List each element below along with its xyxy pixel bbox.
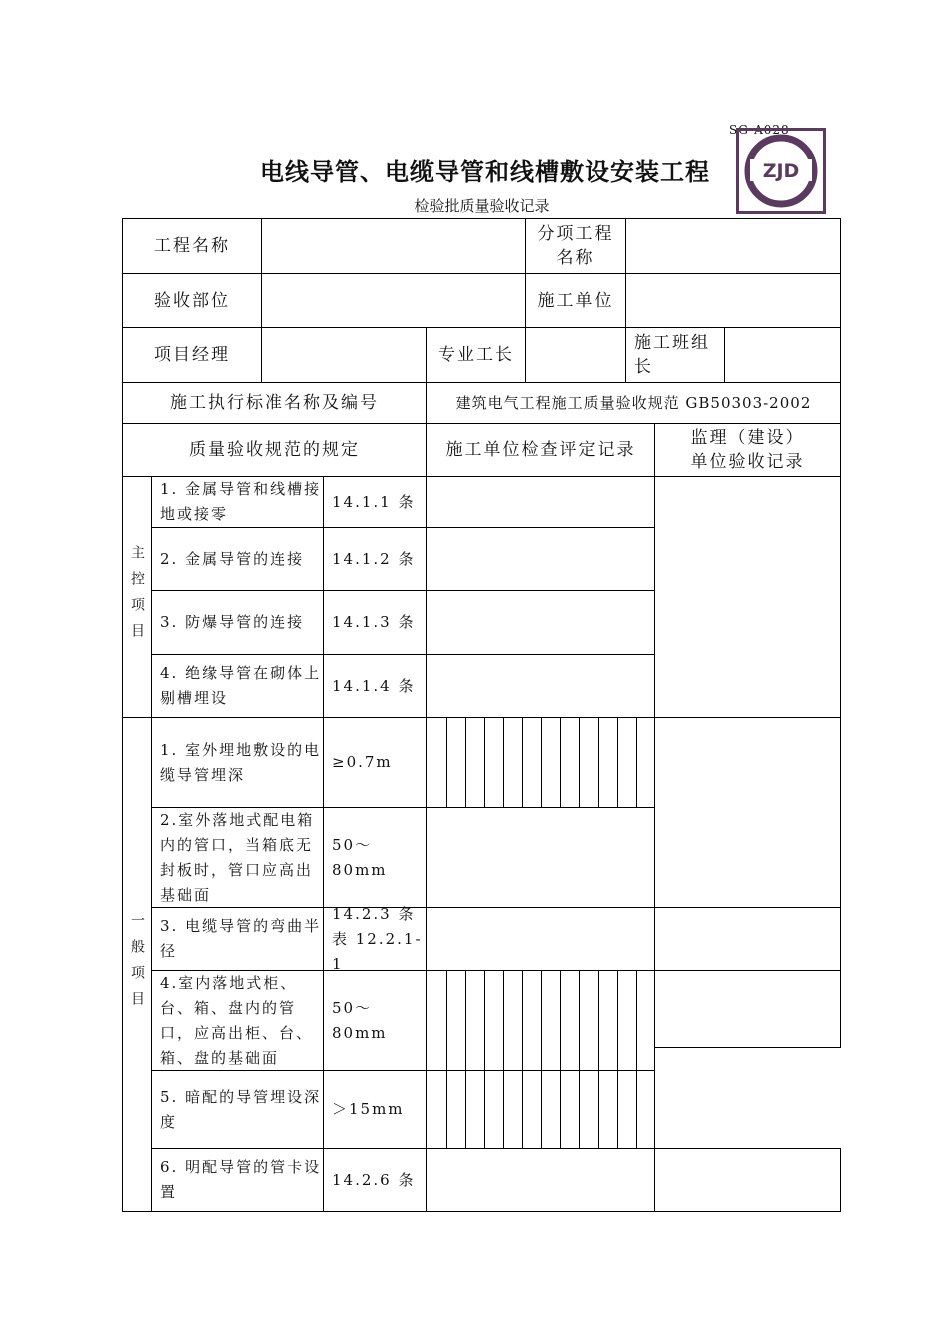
- grid-subcolumn-line: [617, 717, 618, 807]
- grid-subcolumn-line: [636, 970, 637, 1070]
- supervision-column-header: 监理（建设）单位验收记录: [654, 423, 841, 477]
- grid-subcolumn-line: [522, 970, 523, 1070]
- form-title: 电线导管、电缆导管和线槽敷设安装工程: [260, 158, 710, 186]
- grid-subcolumn-line: [503, 717, 504, 807]
- general-item: 6. 明配导管的管卡设置: [151, 1148, 324, 1212]
- main-control-check[interactable]: [426, 476, 655, 528]
- general-ref: 14.2.3 条 表 12.2.1-1: [323, 907, 427, 971]
- sub-project-label: 分项工程名称: [525, 218, 626, 274]
- general-check-grid[interactable]: [426, 807, 655, 908]
- main-control-check[interactable]: [426, 590, 655, 655]
- grid-subcolumn-line: [503, 1070, 504, 1148]
- grid-subcolumn-line: [522, 1070, 523, 1148]
- grid-subcolumn-line: [446, 970, 447, 1070]
- main-control-supervision[interactable]: [654, 476, 841, 718]
- general-ref: 50～80mm: [323, 807, 427, 908]
- general-ref: ≥0.7m: [323, 717, 427, 808]
- grid-subcolumn-line: [446, 1070, 447, 1148]
- grid-subcolumn-line: [503, 970, 504, 1070]
- general-item: 4.室内落地式柜、台、箱、盘内的管口，应高出柜、台、箱、盘的基础面: [151, 970, 324, 1071]
- foreman-label: 专业工长: [426, 327, 526, 383]
- supervision-right-border: [654, 717, 655, 1212]
- grid-subcolumn-line: [522, 717, 523, 807]
- foreman-field[interactable]: [525, 327, 626, 383]
- general-check[interactable]: [426, 907, 655, 971]
- grid-subcolumn-line: [465, 1070, 466, 1148]
- project-name-field[interactable]: [261, 218, 526, 274]
- general-item: 3. 电缆导管的弯曲半径: [151, 907, 324, 971]
- main-control-ref: 14.1.1 条: [323, 476, 427, 528]
- project-name-label: 工程名称: [122, 218, 262, 274]
- grid-subcolumn-line: [560, 970, 561, 1070]
- grid-subcolumn-line: [465, 970, 466, 1070]
- construction-unit-field[interactable]: [625, 273, 841, 328]
- team-leader-field[interactable]: [724, 327, 841, 383]
- main-control-item: 4. 绝缘导管在砌体上剔槽埋设: [151, 654, 324, 718]
- grid-subcolumn-line: [598, 1070, 599, 1148]
- standard-label: 施工执行标准名称及编号: [122, 382, 427, 424]
- grid-subcolumn-line: [560, 1070, 561, 1148]
- general-item: 1. 室外埋地敷设的电缆导管埋深: [151, 717, 324, 808]
- main-control-check[interactable]: [426, 654, 655, 718]
- main-control-item: 3. 防爆导管的连接: [151, 590, 324, 655]
- main-control-item: 2. 金属导管的连接: [151, 527, 324, 591]
- grid-subcolumn-line: [579, 717, 580, 807]
- form-code: SG-A028: [729, 123, 790, 137]
- grid-subcolumn-line: [598, 717, 599, 807]
- general-check[interactable]: [426, 1148, 655, 1212]
- supervision-right-border: [840, 717, 841, 1048]
- general-ref: ＞15mm: [323, 1070, 427, 1149]
- grid-subcolumn-line: [484, 1070, 485, 1148]
- grid-subcolumn-line: [617, 970, 618, 1070]
- team-leader-label: 施工班组长: [625, 327, 725, 383]
- main-control-item: 1. 金属导管和线槽接地或接零: [151, 476, 324, 528]
- grid-subcolumn-line: [541, 1070, 542, 1148]
- project-manager-label: 项目经理: [122, 327, 262, 383]
- spec-column-header: 质量验收规范的规定: [122, 423, 427, 477]
- grid-subcolumn-line: [636, 1070, 637, 1148]
- main-control-label: 主控项目: [122, 476, 152, 718]
- general-supervision[interactable]: [654, 907, 841, 971]
- grid-subcolumn-line: [617, 1070, 618, 1148]
- grid-subcolumn-line: [465, 717, 466, 807]
- svg-text:ZJD: ZJD: [762, 160, 800, 182]
- grid-subcolumn-line: [579, 1070, 580, 1148]
- grid-subcolumn-line: [541, 970, 542, 1070]
- main-control-ref: 14.1.2 条: [323, 527, 427, 591]
- acceptance-part-field[interactable]: [261, 273, 526, 328]
- main-control-ref: 14.1.3 条: [323, 590, 427, 655]
- general-ref: 50～80mm: [323, 970, 427, 1071]
- general-item: 5. 暗配的导管埋设深度: [151, 1070, 324, 1149]
- acceptance-part-label: 验收部位: [122, 273, 262, 328]
- standard-value: 建筑电气工程施工质量验收规范 GB50303-2002: [426, 382, 841, 424]
- main-control-check[interactable]: [426, 527, 655, 591]
- check-column-header: 施工单位检查评定记录: [426, 423, 655, 477]
- grid-subcolumn-line: [636, 717, 637, 807]
- grid-subcolumn-line: [579, 970, 580, 1070]
- grid-subcolumn-line: [560, 717, 561, 807]
- grid-subcolumn-line: [484, 970, 485, 1070]
- general-item: 2.室外落地式配电箱内的管口，当箱底无封板时，管口应高出基础面: [151, 807, 324, 908]
- grid-subcolumn-line: [541, 717, 542, 807]
- form-subtitle: 检验批质量验收记录: [414, 197, 550, 215]
- general-label: 一般项目: [122, 717, 152, 1212]
- grid-subcolumn-line: [598, 970, 599, 1070]
- project-manager-field[interactable]: [261, 327, 427, 383]
- grid-subcolumn-line: [446, 717, 447, 807]
- construction-unit-label: 施工单位: [525, 273, 626, 328]
- general-ref: 14.2.6 条: [323, 1148, 427, 1212]
- sub-project-field[interactable]: [625, 218, 841, 274]
- supervision-divider: [654, 1047, 841, 1048]
- main-control-ref: 14.1.4 条: [323, 654, 427, 718]
- grid-subcolumn-line: [484, 717, 485, 807]
- general-supervision[interactable]: [654, 1148, 841, 1212]
